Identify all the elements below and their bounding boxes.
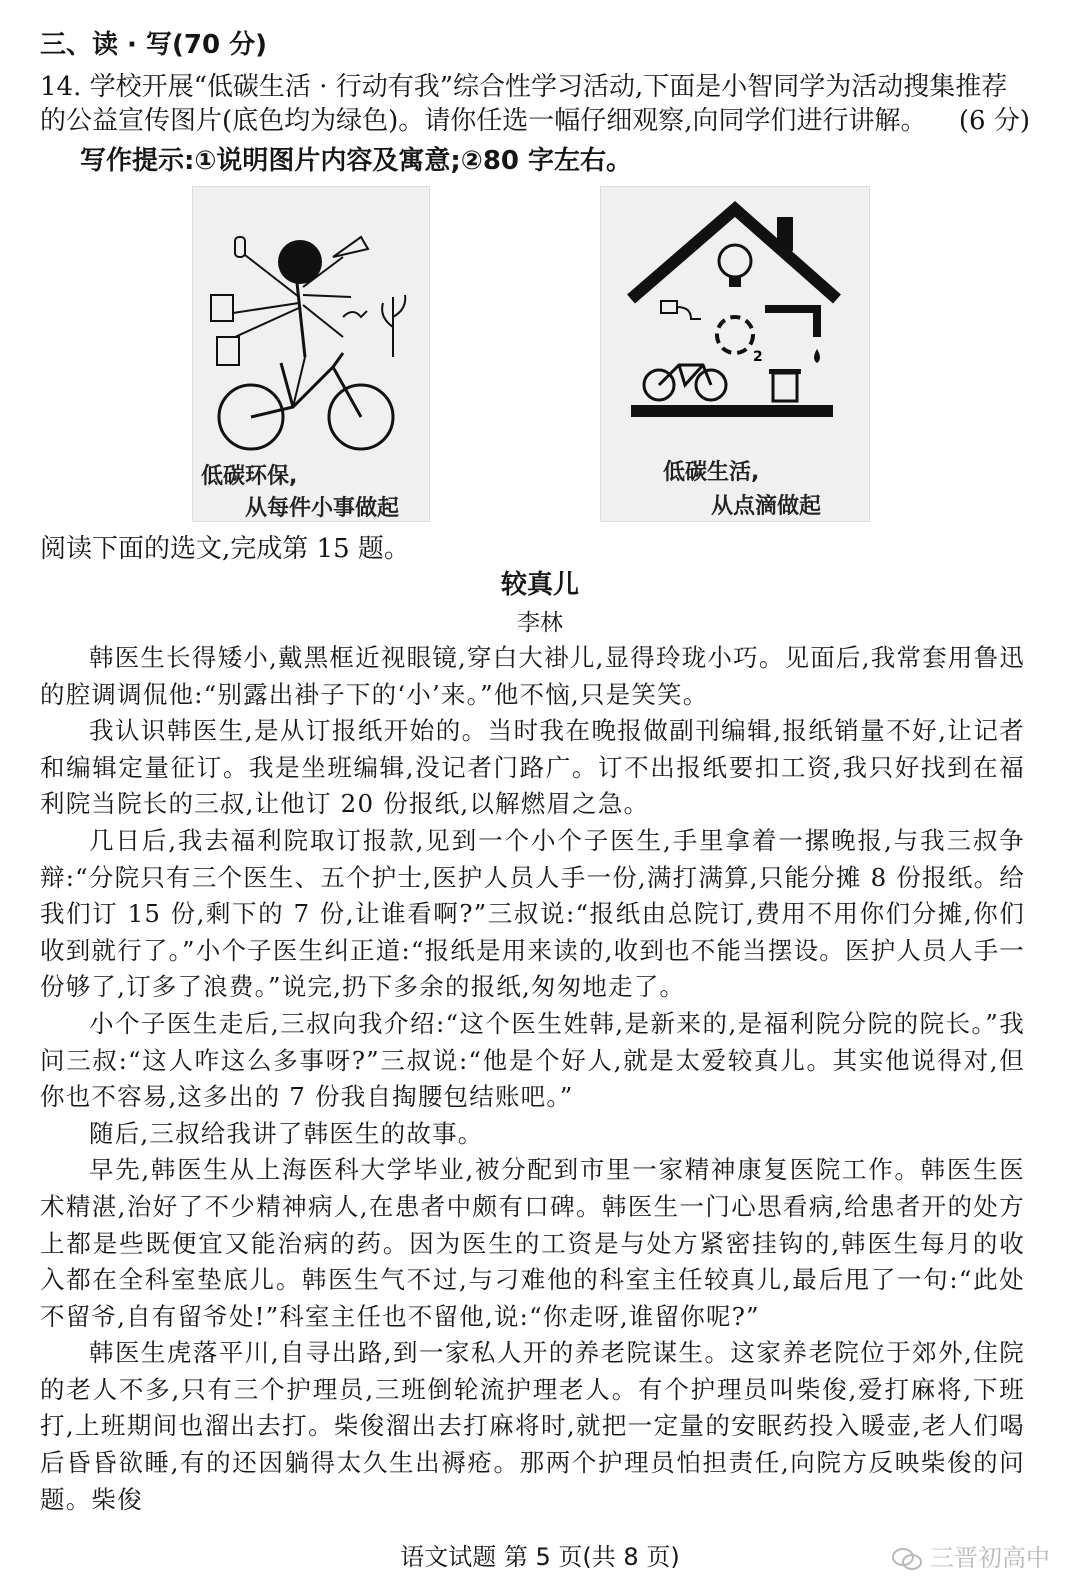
wechat-icon [892,1547,922,1571]
house-caption-line2: 从点滴做起 [711,494,822,519]
house-caption-line1: 低碳生活, [663,460,760,485]
article-paragraph: 随后,三叔给我讲了韩医生的故事。 [89,1118,484,1148]
article-body [40,640,1025,1518]
article-paragraph: 小个子医生走后,三叔向我介绍:“这个医生姓韩,是新来的,是福利院分院的院长。”我问三叔:“这人咋这么多事呀?”三叔说:“他是个好人,就是太爱较真儿。其实他说得对,但你也不容易,这多出的 7 份我自掏腰包结账吧。” [40,1008,1025,1112]
writing-tip: 写作提示:①说明图片内容及寓意;②80 字左右。 [80,146,633,176]
question-14 [40,70,1030,138]
article-paragraph: 早先,韩医生从上海医科大学毕业,被分配到市里一家精神康复医院工作。韩医生医术精湛,治好了不少精神病人,在患者中颇有口碑。韩医生一门心思看病,给患者开的处方上都是些既便宜又能治病的药。因为医生的工资是与处方紧密挂钩的,韩医生每月的收入都在全科室垫底儿。韩医生气不过,与刁难他的科室主任较真儿,最后甩了一句:“此处不留爷,自有留爷处!”科室主任也不留他,说:“你走呀,谁留你呢?” [40,1155,1025,1331]
poster-image-house [600,186,870,522]
cyclist-caption-line2: 从每件小事做起 [245,496,400,521]
article-author: 李林 [517,610,563,636]
reading-intro: 阅读下面的选文,完成第 15 题。 [40,534,410,564]
article-paragraph: 韩医生长得矮小,戴黑框近视眼镜,穿白大褂儿,显得玲珑小巧。见面后,我常套用鲁迅的腔调调侃他:“别露出褂子下的‘小’来。”他不恼,只是笑笑。 [40,643,1025,709]
cyclist-caption-line1: 低碳环保, [201,464,298,489]
section-title: 三、读 · 写(70 分) [40,30,267,60]
article-paragraph: 韩医生虎落平川,自寻出路,到一家私人开的养老院谋生。这家养老院位于郊外,住院的老人不多,只有三个护理员,三班倒轮流护理老人。有个护理员叫柴俊,爱打麻将,下班打,上班期间也溜出去打。柴俊溜出去打麻将时,就把一定量的安眠药投入暖壶,老人们喝后昏昏欲睡,有的还因躺得太久生出褥疮。那两个护理员怕担责任,向院方反映柴俊的问题。柴俊 [40,1338,1025,1514]
page-footer: 语文试题 第 5 页(共 8 页) [400,1543,680,1571]
question-14-score: (6 分) [958,106,1030,136]
article-paragraph: 我认识韩医生,是从订报纸开始的。当时我在晚报做副刊编辑,报纸销量不好,让记者和编辑定量征订。我是坐班编辑,没记者门路广。订不出报纸要扣工资,我只好找到在福利院当院长的三叔,让他订 20 份报纸,以解燃眉之急。 [40,716,1025,819]
question-14-text: 14. 学校开展“低碳生活 · 行动有我”综合性学习活动,下面是小智同学为活动搜集推荐的公益宣传图片(底色均为绿色)。请你任选一幅仔细观察,向同学们进行讲解。 [40,72,1008,136]
poster-image-cyclist [192,186,430,522]
watermark-text: 三晋初高中 [930,1544,1050,1572]
watermark [892,1538,1050,1573]
o2-subscript: 2 [753,349,763,365]
article-title: 较真儿 [500,570,579,600]
article-paragraph: 几日后,我去福利院取订报款,见到一个小个子医生,手里拿着一摞晚报,与我三叔争辩:“分院只有三个医生、五个护士,医护人员人手一份,满打满算,只能分摊 8 份报纸。给我们订 15 份,剩下的 7 份,让谁看啊?”三叔说:“报纸由总院订,费用不用你们分摊,你们收到就行了。”小个子医生纠正道:“报纸是用来读的,收到也不能当摆设。医护人员人手一份够了,订多了浪费。”说完,扔下多余的报纸,匆匆地走了。 [40,825,1025,1002]
